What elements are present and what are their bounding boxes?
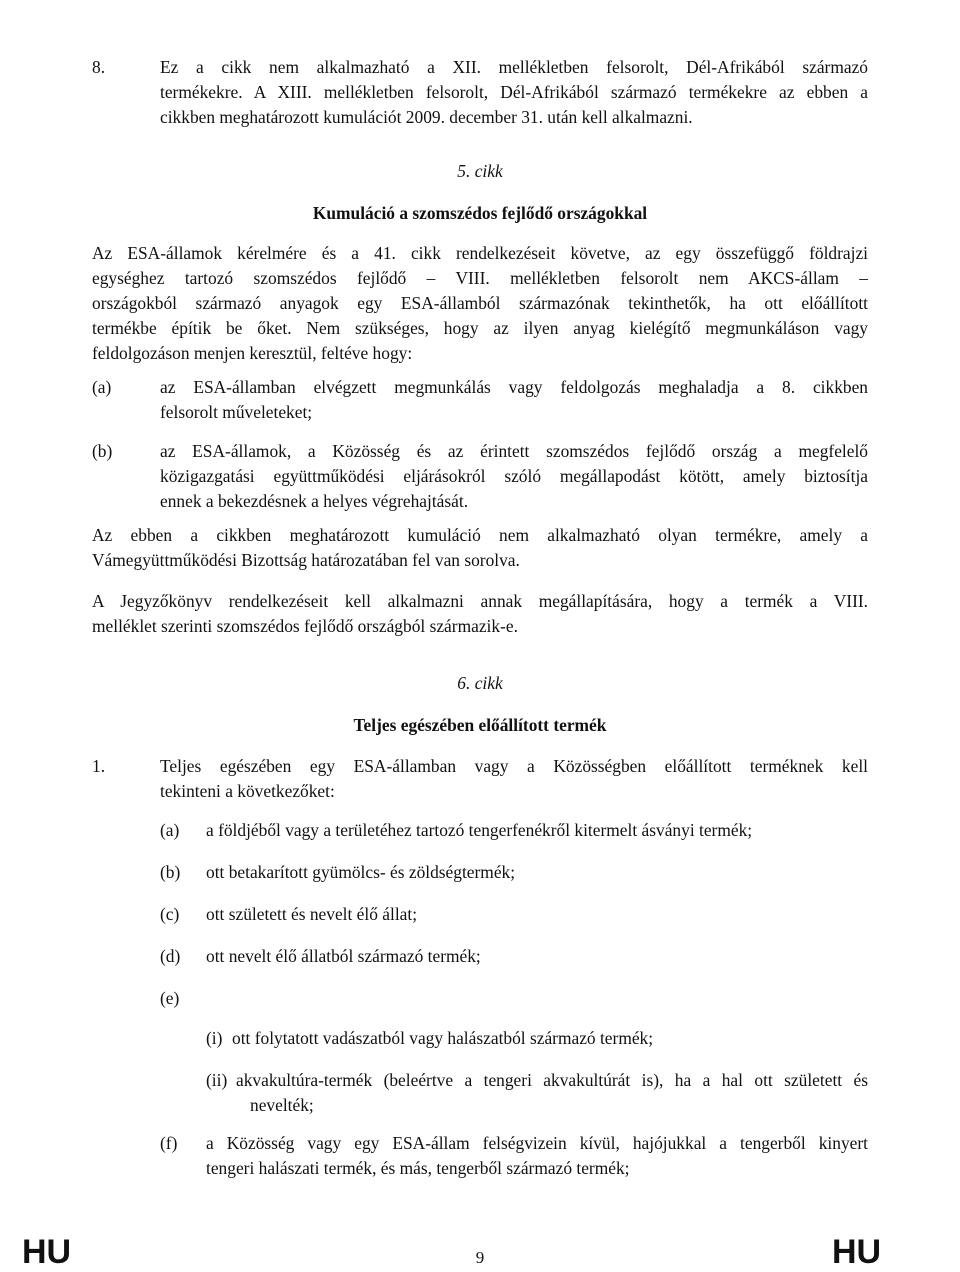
list-item-text: ott nevelt élő állatból származó termék; bbox=[206, 946, 481, 966]
text-line: nevelték; bbox=[250, 1095, 314, 1115]
list-item-label: (e) bbox=[160, 988, 180, 1008]
footer-language-right: HU bbox=[832, 1233, 882, 1271]
article-5-paragraph-2 bbox=[92, 523, 868, 573]
condition-a-label: (a) bbox=[92, 377, 112, 397]
text-line: Az ebben a cikkben meghatározott kumuláció nem alkalmazható olyan termékre, amely a bbox=[92, 525, 868, 545]
text-line: ott folytatott vadászatból vagy halászatból származó termék; bbox=[232, 1028, 654, 1048]
text-line: Teljes egészében egy ESA-államban vagy a Közösségben előállított terméknek kell bbox=[160, 756, 868, 776]
list-item-text: ott született és nevelt élő állat; bbox=[206, 904, 418, 924]
item-8-number: 8. bbox=[92, 57, 106, 77]
article-5-title: Kumuláció a szomszédos fejlődő országokkal bbox=[312, 203, 648, 223]
list-item-text bbox=[206, 1131, 868, 1181]
text-line: feldolgozáson menjen keresztül, feltéve hogy: bbox=[92, 343, 413, 363]
condition-b-text bbox=[160, 439, 868, 514]
text-line: tengeri halászati termék, és más, tengerből származó termék; bbox=[206, 1158, 630, 1178]
list-item-label: (f) bbox=[160, 1133, 178, 1153]
text-line: cikkben meghatározott kumulációt 2009. december 31. után kell alkalmazni. bbox=[160, 107, 693, 127]
sub-item-text bbox=[236, 1068, 868, 1118]
item-8-text bbox=[160, 55, 868, 130]
text-line: termékbe építik be őket. Nem szükséges, hogy az ilyen anyag kielégítő megmunkáláson vagy bbox=[92, 318, 868, 338]
text-line: Az ESA-államok kérelmére és a 41. cikk rendelkezéseit követve, az egy összefüggő földrajzi bbox=[92, 243, 868, 263]
text-line: Ez a cikk nem alkalmazható a XII. mellékletben felsorolt, Dél-Afrikából származó bbox=[160, 57, 868, 77]
text-line: melléklet szerinti szomszédos fejlődő országból származik-e. bbox=[92, 616, 518, 636]
text-line: felsorolt műveleteket; bbox=[160, 402, 313, 422]
article-5-intro bbox=[92, 241, 868, 366]
text-line: az ESA-államok, a Közösség és az érintett szomszédos fejlődő ország a megfelelő bbox=[160, 441, 868, 461]
footer-language-left: HU bbox=[22, 1233, 72, 1271]
sub-item-label: (i) bbox=[206, 1028, 223, 1048]
page-number: 9 bbox=[475, 1248, 485, 1267]
text-line: Vámegyüttműködési Bizottság határozatában fel van sorolva. bbox=[92, 550, 520, 570]
condition-a-text bbox=[160, 375, 868, 425]
list-item-text: ott betakarított gyümölcs- és zöldségtermék; bbox=[206, 862, 516, 882]
list-item-label: (d) bbox=[160, 946, 181, 966]
text-line: A Jegyzőkönyv rendelkezéseit kell alkalmazni annak megállapítására, hogy a termék a VIII. bbox=[92, 591, 868, 611]
text-line: egységhez tartozó szomszédos fejlődő – VIII. mellékletben felsorolt nem AKCS-állam – bbox=[92, 268, 868, 288]
list-item-label: (a) bbox=[160, 820, 180, 840]
article-6-number: 6. cikk bbox=[457, 673, 503, 693]
sub-item-label: (ii) bbox=[206, 1070, 228, 1090]
condition-b-label: (b) bbox=[92, 441, 113, 461]
article-5-number: 5. cikk bbox=[457, 161, 503, 181]
item-1-text bbox=[160, 754, 868, 804]
article-6-title: Teljes egészében előállított termék bbox=[353, 715, 607, 735]
article-5-paragraph-3 bbox=[92, 589, 868, 639]
text-line: termékekre. A XIII. mellékletben felsorolt, Dél-Afrikából származó termékekre az ebben a bbox=[160, 82, 868, 102]
text-line: akvakultúra-termék (beleértve a tengeri akvakultúrát is), ha a hal ott született és bbox=[236, 1070, 868, 1090]
sub-item-text bbox=[232, 1026, 868, 1051]
list-item-text: a földjéből vagy a területéhez tartozó tengerfenékről kitermelt ásványi termék; bbox=[206, 820, 753, 840]
text-line: közigazgatási együttműködési eljárásokról szóló megállapodást kötött, amely biztosítja bbox=[160, 466, 868, 486]
item-1-number: 1. bbox=[92, 756, 106, 776]
text-line: tekinteni a következőket: bbox=[160, 781, 335, 801]
text-line: országokból származó anyagok egy ESA-államból származónak tekinthetők, ha ott előállított bbox=[92, 293, 868, 313]
list-item-label: (b) bbox=[160, 862, 181, 882]
text-line: ennek a bekezdésnek a helyes végrehajtását. bbox=[160, 491, 469, 511]
text-line: az ESA-államban elvégzett megmunkálás vagy feldolgozás meghaladja a 8. cikkben bbox=[160, 377, 868, 397]
list-item-label: (c) bbox=[160, 904, 180, 924]
text-line: a Közösség vagy egy ESA-állam felségvizein kívül, hajójukkal a tengerből kinyert bbox=[206, 1133, 868, 1153]
